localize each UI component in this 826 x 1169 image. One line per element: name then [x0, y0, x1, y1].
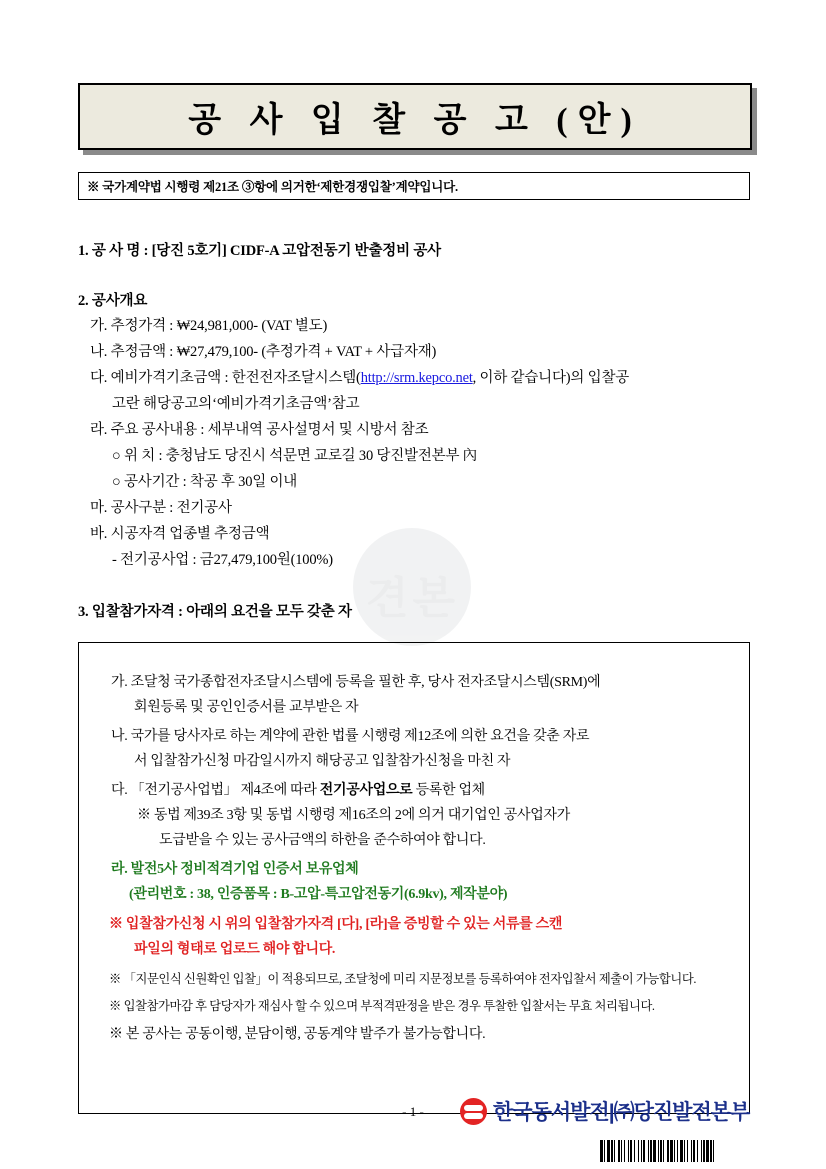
section2-item-5: ○ 위 치 : 충청남도 당진시 석문면 교로길 30 당진발전본부 內 — [112, 448, 477, 464]
section1-heading: 1. 공 사 명 : [당진 5호기] CIDF-A 고압전동기 반출정비 공사 — [78, 243, 441, 259]
page-number: - 1 - — [402, 1104, 424, 1119]
section3-item-1: 회원등록 및 공인인증서를 교부받은 자 — [134, 700, 359, 715]
section3-item-5: ※ 동법 제39조 3항 및 동법 시행령 제16조의 2에 의거 대기업인 공사업자가 — [137, 808, 570, 823]
logo-branch: 당진발전본부 — [633, 1101, 750, 1124]
section3-item-4-suffix: 등록한 업체 — [412, 783, 485, 798]
section3-item-4-bold: 전기공사업으로 — [319, 783, 413, 798]
section3-item-8: (관리번호 : 38, 인증품목 : B-고압-특고압전동기(6.9kv), 제작분야) — [129, 887, 508, 902]
watermark-sample — [305, 528, 520, 648]
section2-item-4: 라. 주요 공사내용 : 세부내역 공사설명서 및 시방서 참조 — [90, 422, 429, 438]
section2-item-8: 바. 시공자격 업종별 추정금액 — [90, 526, 270, 542]
qualification-box — [78, 642, 750, 1114]
section2-item-3: 고란 해당공고의‘예비가격기초금액’참고 — [112, 396, 360, 412]
section3-heading: 3. 입찰참가자격 : 아래의 요건을 모두 갖춘 자 — [78, 604, 352, 620]
section3-item-10: 파일의 형태로 업로드 해야 합니다. — [134, 942, 336, 957]
logo-company2: ㈜ — [613, 1101, 634, 1124]
watermark-circle — [353, 528, 471, 646]
section3-item-13: ※ 본 공사는 공동이행, 분담이행, 공동계약 발주가 불가능합니다. — [109, 1027, 486, 1042]
section3-item-3: 서 입찰참가신청 마감일시까지 해당공고 입찰참가신청을 마친 자 — [134, 754, 511, 769]
section2-item-6: ○ 공사기간 : 착공 후 30일 이내 — [112, 474, 298, 490]
notice-bar — [78, 172, 750, 200]
company-logo — [460, 1096, 749, 1126]
barcode — [600, 1140, 806, 1162]
logo-text — [493, 1096, 749, 1126]
section2-item-2-tail: , 이하 같습니다)의 입찰공 — [472, 370, 630, 386]
section2-item-7: 마. 공사구분 : 전기공사 — [90, 500, 232, 516]
watermark-text: 견본 — [365, 574, 459, 623]
section3-item-4-prefix: 다. 「전기공사업법」 제4조에 따라 — [111, 783, 320, 798]
section3-item-6: 도급받을 수 있는 공사금액의 하한을 준수하여야 합니다. — [159, 833, 486, 848]
srm-link[interactable]: http://srm.kepco.net — [360, 370, 473, 386]
section3-item-7: 라. 발전5사 정비적격기업 인증서 보유업체 — [111, 862, 359, 877]
page-title: 공 사 입 찰 공 고 (안) — [188, 102, 642, 139]
section3-item-9: ※ 입찰참가신청 시 위의 입찰참가자격 [다], [라]을 증빙할 수 있는 서류를 스캔 — [109, 917, 563, 932]
section2-item-2-text: 다. 예비가격기초금액 : 한전전자조달시스템( — [90, 370, 361, 386]
section3-item-0: 가. 조달청 국가종합전자조달시스템에 등록을 필한 후, 당사 전자조달시스템(SRM)에 — [111, 675, 601, 690]
logo-company: 한국동서발전 — [493, 1101, 609, 1124]
section2-heading: 2. 공사개요 — [78, 293, 148, 309]
section3-item-12: ※ 입찰참가마감 후 담당자가 재심사 할 수 있으며 부적격판정을 받은 경우 투찰한 입찰서는 무효 처리됩니다. — [109, 999, 655, 1013]
section2-item-9: - 전기공사업 : 금27,479,100원(100%) — [112, 552, 333, 568]
section3-item-4-row — [111, 779, 485, 799]
logo-separator: | — [608, 1101, 614, 1124]
section3-item-11: ※ 「지문인식 신원확인 입찰」이 적용되므로, 조달청에 미리 지문정보를 등록하여야 전자입찰서 제출이 가능합니다. — [109, 972, 697, 986]
document-title-banner — [78, 83, 752, 150]
section2-item-2-row — [90, 366, 629, 387]
section2-item-1: 나. 추정금액 : ₩27,479,100- (추정가격 + VAT + 사급자재) — [90, 344, 437, 360]
section2-item-0: 가. 추정가격 : ₩24,981,000- (VAT 별도) — [90, 318, 328, 334]
notice-text: ※ 국가계약법 시행령 제21조 ③항에 의거한‘제한경쟁입찰’계약입니다. — [87, 180, 458, 194]
section3-item-2: 나. 국가를 당사자로 하는 계약에 관한 법률 시행령 제12조에 의한 요건을 갖춘 자로 — [111, 729, 590, 744]
logo-mark-icon — [460, 1098, 487, 1125]
